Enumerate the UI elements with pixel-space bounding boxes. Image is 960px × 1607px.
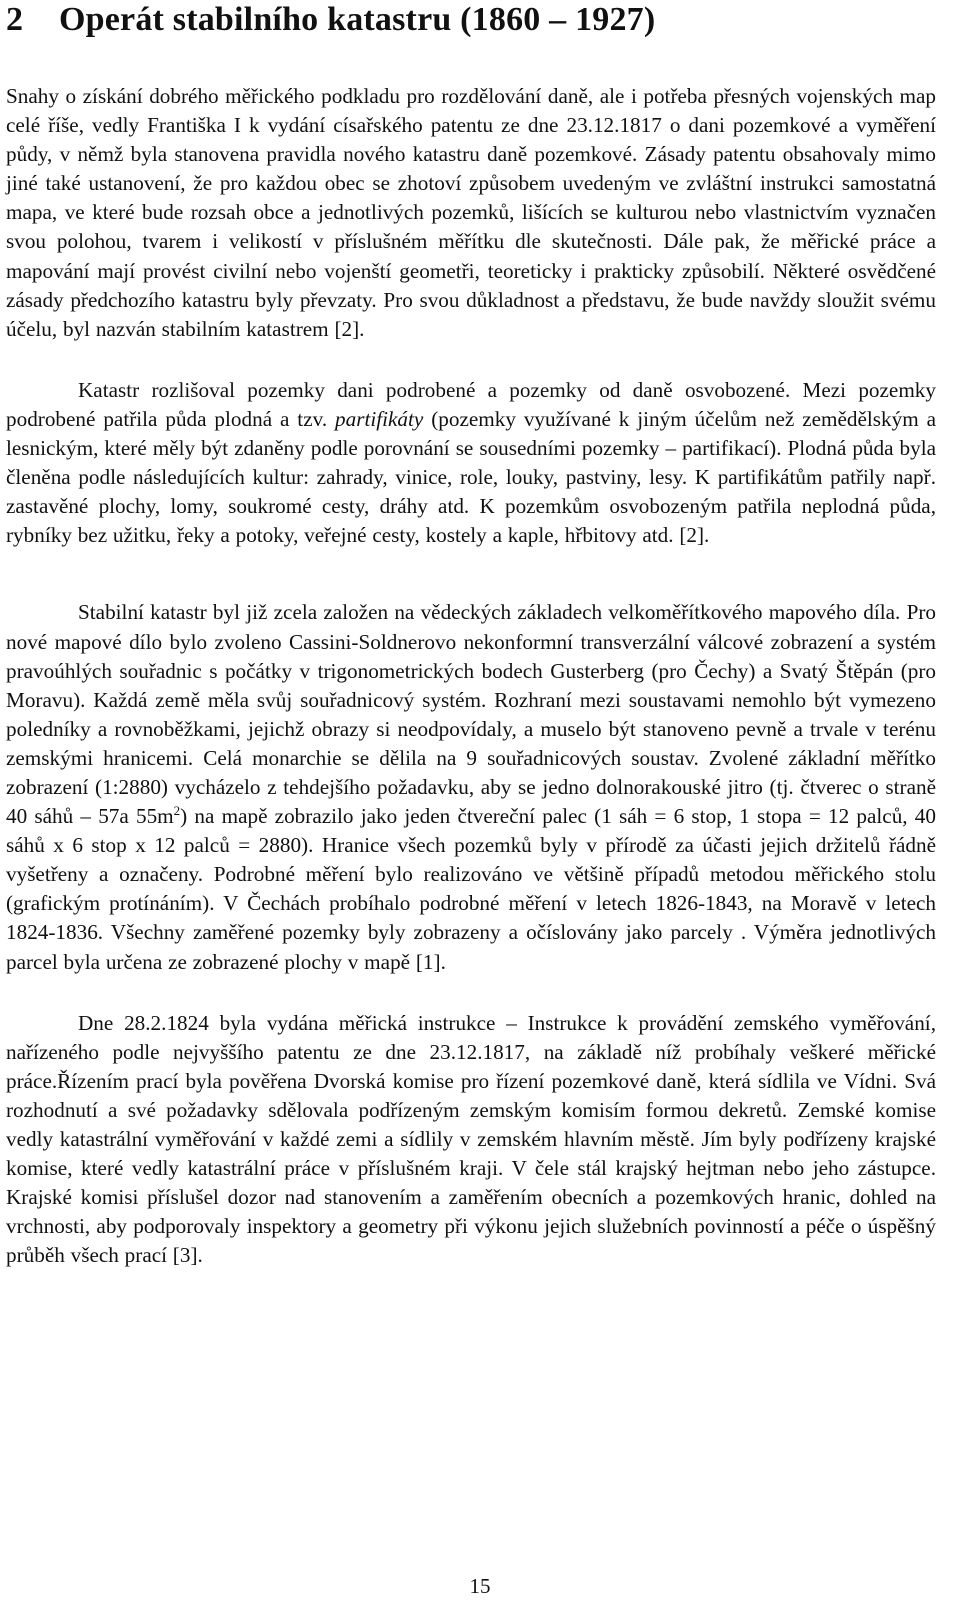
paragraph-3-superscript: 2 [173, 803, 181, 819]
paragraph-3-text-b: ) na mapě zobrazilo jako jeden čtvereční palec (1 sáh = 6 stop, 1 stopa = 12 palců, 40 sáhů x 6 stop x 12 palců = 2880). Hranice všech pozemků byly v přírodě za účasti jejich držitelů řádně vyšetřeny a označeny. Podrobné měření bylo realizováno ve většině případů metodou měřického stolu (grafickým protínáním). V Čechách probíhalo podrobné měření v letech 1826-1843, na Moravě v letech 1824-1836. Všechny zaměřené pozemky byly zobrazeny a očíslovány jako parcely . Výměra jednotlivých parcel byla určena ze zobrazené plochy v mapě [1]. [6, 804, 936, 974]
chapter-title: Operát stabilního katastru (1860 – 1927) [59, 1, 656, 38]
paragraph-3-text-a: Stabilní katastr byl již zcela založen na vědeckých základech velkoměřítkového mapového díla. Pro nové mapové dílo bylo zvoleno Cassini-Soldnerovo nekonformní transverzální válcové zobrazení a systém pravoúhlých souřadnic s počátky v trigonometrických bodech Gusterberg (pro Čechy) a Svatý Štěpán (pro Moravu). Každá země měla svůj souřadnicový systém. Rozhraní mezi soustavami nemohlo být vymezeno poledníky a rovnoběžkami, jejichž obrazy si neodpovídaly, a muselo být stanoveno pevně a trvale v terénu zemskými hranicemi. Celá monarchie se dělila na 9 souřadnicových soustav. Zvolené základní měřítko zobrazení (1:2880) vycházelo z tehdejšího požadavku, aby se jedno dolnorakouské jitro (tj. čtverec o straně 40 sáhů – 57a 55m [6, 600, 936, 829]
page-number: 15 [469, 1574, 491, 1598]
chapter-heading [6, 0, 936, 40]
paragraph-2 [6, 376, 936, 551]
paragraph-2-italic-term: partifikáty [335, 406, 424, 431]
paragraph-2-text-a: Katastr rozlišoval pozemky dani podrobené a pozemky od daně osvobozené. Mezi pozemky podrobené patřila půda plodná a tzv. [6, 377, 936, 431]
paragraph-1: Snahy o získání dobrého měřického podkladu pro rozdělování daně, ale i potřeba přesných vojenských map celé říše, vedly Františka I k vydání císařského patentu ze dne 23.12.1817 o dani pozemkové a vyměření půdy, v němž byla stanovena pravidla nového katastru daně pozemkové. Zásady patentu obsahovaly mimo jiné také ustanovení, že pro každou obec se zhotoví způsobem uvedeným ve zvláštní instrukci samostatná mapa, ve které bude rozsah obce a jednotlivých pozemků, lišících se kulturou nebo vlastnictvím vyznačen svou polohou, tvarem i velikostí v příslušném měřítku dle skutečnosti. Dále pak, že měřické práce a mapování mají provést civilní nebo vojenští geometři, teoreticky i prakticky způsobilí. Některé osvědčené zásady předchozího katastru byly převzaty. Pro svou důkladnost a představu, že bude navždy sloužit svému účelu, byl nazván stabilním katastrem [2]. [6, 84, 936, 341]
paragraph-2-text-b: (pozemky využívané k jiným účelům než zemědělským a lesnickým, které měly být zdaněny podle porovnání se sousedními pozemky – partifikací). Plodná půda byla členěna podle následujících kultur: zahrady, vinice, role, louky, pastviny, lesy. K partifikátům patřily např. zastavěné plochy, lomy, soukromé cesty, dráhy atd. K pozemkům osvobozeným patřila neplodná půda, rybníky bez užitku, řeky a potoky, veřejné cesty, kostely a kaple, hřbitovy atd. [2]. [6, 406, 936, 548]
paragraph-3 [6, 598, 936, 976]
document-page [6, 0, 936, 1270]
chapter-number: 2 [6, 1, 24, 38]
paragraph-4: Dne 28.2.1824 byla vydána měřická instrukce – Instrukce k provádění zemského vyměřování, nařízeného podle nejvyššího patentu ze dne 23.12.1817, na základě níž probíhaly veškeré měřické práce.Řízením prací byla pověřena Dvorská komise pro řízení pozemkové daně, která sídlila ve Vídni. Svá rozhodnutí a své požadavky sdělovala podřízeným zemským komisím formou dekretů. Zemské komise vedly katastrální vyměřování v každé zemi a sídlily v zemském hlavním městě. Jím byly podřízeny krajské komise, které vedly katastrální práce v příslušném kraji. V čele stál krajský hejtman nebo jeho zástupce. Krajské komisi příslušel dozor nad stanovením a zaměřením obecních a pozemkových hranic, dohled na vrchnosti, aby podporovaly inspektory a geometry při výkonu jejich služebních povinností a péče o úspěšný průběh všech prací [3]. [6, 1010, 936, 1268]
